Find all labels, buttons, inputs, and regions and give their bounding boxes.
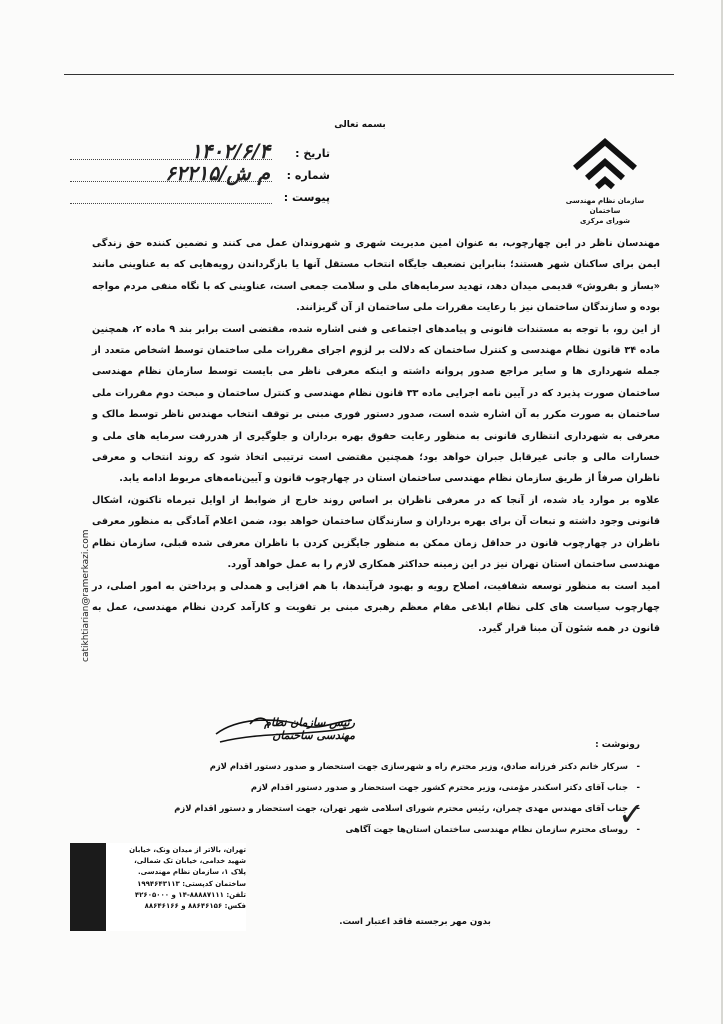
number-dotted-line: [70, 181, 272, 182]
attachment-row: [70, 187, 330, 209]
address-text: [112, 845, 246, 912]
date-value: ۱۴۰۲/۶/۴: [190, 139, 270, 163]
bismillah-heading: بسمه تعالی: [334, 120, 386, 130]
number-label: شماره :: [286, 169, 330, 182]
body-paragraph: مهندسان ناظر در این چهارچوب، به عنوان امین مدیریت شهری و شهروندان عمل می کنند و تضمین کننده حق زندگی ایمن برای ساکنان شهر هستند؛ بنابراین تضعیف جایگاه انتخاب مستقل آنها یا بازگرداندن رویه‌هایی که به عناوینی مانند «بساز و بفروش» قدیمی میدان دهد، تهدید سرمایه‌های ملی و سلامت جمعی است، عناوینی که با نگاه منفی مردم مواجه بوده و سازندگان ساختمان نیز با رعایت مقررات ملی ساختمان از آن گریزانند.: [92, 238, 660, 314]
address-line: تلفن: ۸۸۸۸۷۱۱۱-۱۴ و ۴۲۶۰۵۰۰۰: [134, 890, 246, 899]
header-rule: [64, 74, 674, 75]
address-black-bar: [70, 843, 106, 931]
attachment-label: پیوست :: [283, 191, 330, 204]
number-row: [70, 161, 330, 187]
address-line: فکس: ۸۸۶۴۶۱۵۶ و ۸۸۶۴۶۱۶۶: [144, 902, 246, 911]
letter-meta: [70, 139, 330, 209]
cc-item: - جناب آقای دکتر اسکندر مؤمنی، وزیر محترم کشور جهت استحضار و صدور دستور اقدام لازم: [240, 777, 640, 798]
number-value: ۶۲۲۱۵/ش م: [165, 161, 270, 185]
logo-icon: [567, 130, 643, 192]
attachment-dotted-line: [70, 203, 272, 204]
letter-body: [92, 233, 660, 640]
checkmark-icon: ✓: [618, 795, 645, 833]
organization-logo: [565, 130, 645, 226]
cc-item: - سرکار خانم دکتر فرزانه صادق، وزیر محترم راه و شهرسازی جهت استحضار و صدور دستور اقدام لازم: [240, 756, 640, 777]
logo-text-line1: سازمان نظام مهندسی ساختمان: [565, 197, 645, 215]
address-line: شهید خدامی، خیابان تک شمالی،: [134, 857, 246, 866]
body-paragraph: امید است به منظور توسعه شفافیت، اصلاح رویه و بهبود فرآیندها، با هم افزایی و همدلی و پرداختن به امور اصلی، در چهارچوب سیاست های کلی نظام ابلاغی مقام معظم رهبری مبنی بر تقویت و کارآمد کردن نظام مهندسی، عمل به قانون در همه شئون آن مبنا قرار گیرد.: [92, 580, 660, 635]
address-line: تهران، بالاتر از میدان ونک، خیابان: [129, 846, 246, 854]
body-paragraph: از این رو، با توجه به مستندات قانونی و پیامدهای اجتماعی و فنی اشاره شده، مقتضی است برابر بند ۹ ماده ۲، همچنین ماده ۳۴ قانون نظام مهندسی و کنترل ساختمان که دلالت بر لزوم اجرای مقررات ملی ساختمان توسط اشخاص متعدد از جمله شهرداری ها و سایر مراجع صدور پروانه داشته و اینکه معرفی ناظر می بایست توسط سازمان نظام مهندسی ساختمان صورت پذیرد که در آیین نامه اجرایی ماده ۳۳ قانون نظام مهندسی و کنترل ساختمان و مبحث دوم مقررات ملی ساختمان به صورت مکرر به آن اشاره شده است، صدور دستور فوری مبنی بر توقف انتخاب مهندس ناظر توسط مالک و معرفی به شهرداری انتظاری قانونی به منظور رعایت حقوق بهره برداران و جلوگیری از هدررفت سرمایه های ملی و خسارات مالی و جانی غیرقابل جبران خواهد بود؛ همچنین مقتضی است ترتیبی اتخاذ شود که روند انتخاب و معرفی ناظران صرفاً از طریق سازمان نظام مهندسی ساختمان استان در چهارچوب قانون و آیین‌نامه‌های مربوط ادامه یابد.: [92, 323, 660, 485]
cc-title: رونوشت :: [595, 740, 640, 750]
cc-list: [174, 756, 640, 840]
body-paragraph: علاوه بر موارد یاد شده، از آنجا که در معرفی ناظران بر اساس روند خارج از ضوابط از اوایل تیرماه تاکنون، اشکال قانونی وجود داشته و تبعات آن برای بهره برداران و سازندگان ساختمان خواهد بود، ضمن اعلام آمادگی به منظور معرفی ناظران در چهارچوب قانون در حداقل زمان ممکن به منظور جایگزین کردن با ناظران معرفی شده قبلی، سازمان نظام مهندسی ساختمان استان تهران نیز در این زمینه حداکثر همکاری لازم را به عمل خواهد آورد.: [92, 494, 660, 571]
footer-note: بدون مهر برجسته فاقد اعتبار است.: [339, 917, 491, 927]
cc-item: - روسای محترم سازمان نظام مهندسی ساختمان استان‌ها جهت آگاهی: [240, 819, 640, 840]
logo-text-line2: شورای مرکزی: [579, 217, 631, 225]
date-dotted-line: [70, 159, 272, 160]
cc-item: - جناب آقای مهندس مهدی چمران، رئیس محترم شورای اسلامی شهر تهران، جهت استحضار و دستور اقدام لازم: [240, 798, 640, 819]
signature-title: رئیس سازمان نظام مهندسی ساختمان: [264, 716, 355, 742]
email-text: catikhtiarian@ramerkazi.com: [81, 529, 91, 662]
address-line: پلاک ۱، سازمان نظام مهندسی.: [138, 868, 246, 877]
address-line: ساختمان کدپستی: ۱۹۹۴۶۴۳۱۱۳: [137, 879, 246, 888]
date-label: تاریخ :: [295, 147, 330, 160]
